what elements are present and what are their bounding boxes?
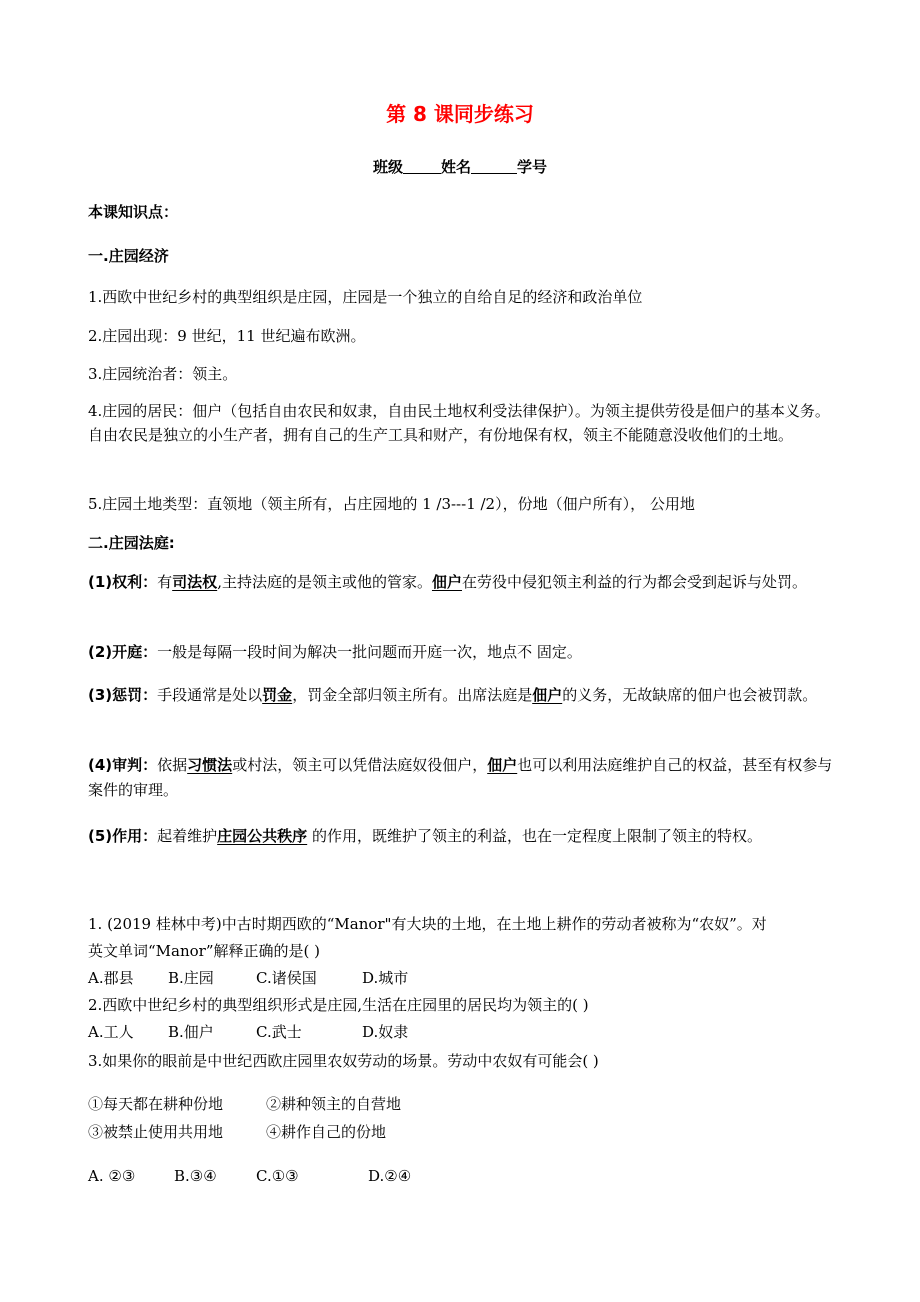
court-penalty-paragraph [88,683,836,708]
option-d[interactable]: D.②④ [368,1167,412,1185]
text-run: 在劳役中侵犯领主利益的行为都会受到起诉与处罚。 [461,573,807,591]
keyword-fine: 罚金 [262,686,293,704]
text-run: 依据 [157,756,188,774]
text-run: 或村法，领主可以凭借法庭奴役佃户， [232,756,488,774]
section1-item-1: 1.西欧中世纪乡村的典型组织是庄园，庄园是一个独立的自给自足的经济和政治单位 [88,288,643,306]
option-d[interactable]: D.奴隶 [362,1023,409,1041]
option-a[interactable]: A. ②③ [88,1167,136,1185]
option-b[interactable]: B.③④ [174,1167,217,1185]
class-info-line [0,156,920,177]
choice-1: ①每天都在耕种份地 [88,1095,224,1113]
text-run: 起着维护 [157,827,218,845]
text-run: 的作用，既维护了领主的利益，也在一定程度上限制了领主的特权。 [307,827,762,845]
question-2-line-1: 2.西欧中世纪乡村的典型组织形式是庄园,生活在庄园里的居民均为领主的( ) [88,996,589,1014]
option-b[interactable]: B.庄园 [168,969,214,987]
question-3-line-1: 3.如果你的眼前是中世纪西欧庄园里农奴劳动的场景。劳动中农奴有可能会( ) [88,1052,599,1070]
section2-heading: 二.庄园法庭: [88,534,175,552]
option-a[interactable]: A.工人 [88,1023,134,1041]
court-penalty-label: (3)惩罚： [88,686,158,704]
option-c[interactable]: C.①③ [256,1167,299,1185]
name-blank[interactable] [471,159,517,174]
section1-item-4: 4.庄园的居民：佃户（包括自由农民和奴隶，自由民土地权利受法律保护）。为领主提供劳役是佃户的基本义务。自由农民是独立的小生产者，拥有自己的生产工具和财产，有份地保有权，领主不能随意没收他们的土地。 [88,402,830,444]
text-run: ,主持法庭的是领主或他的管家。 [217,573,432,591]
keyword-public-order: 庄园公共秩序 [217,827,308,845]
section1-heading: 一.庄园经济 [88,247,169,265]
text-run: 的义务，无故缺席的佃户也会被罚款。 [562,686,818,704]
text-run: 一般是每隔一段时间为解决一批问题而开庭一次，地点不 固定。 [157,643,582,661]
question-3-choices-row-1 [88,1093,401,1115]
class-blank[interactable] [403,159,441,174]
court-trial-paragraph [88,753,836,803]
text-run: 手段通常是处以 [157,686,263,704]
question-3-choices-row-2 [88,1121,386,1143]
page-title: 第 8 课同步练习 [386,102,534,126]
option-b[interactable]: B.佃户 [168,1023,214,1041]
knowledge-heading: 本课知识点： [88,203,179,221]
option-c[interactable]: C.武士 [256,1023,302,1041]
option-a[interactable]: A.郡县 [88,969,134,987]
text-run: 也可以利用法庭维护自己的权益，甚至有权参与案件的审理。 [88,756,833,799]
name-label: 姓名 [440,158,471,176]
text-run: ，罚金全部归领主所有。出席法庭是 [292,686,533,704]
court-function-paragraph [88,824,836,849]
court-trial-label: (4)审判： [88,756,158,774]
choice-4: ④耕作自己的份地 [266,1123,387,1141]
class-label: 班级 [372,158,403,176]
choice-2: ②耕种领主的自营地 [266,1095,402,1113]
keyword-tenant: 佃户 [532,686,563,704]
court-session-paragraph [88,640,836,665]
question-1-options [88,967,408,989]
id-label: 学号 [517,158,548,176]
question-1-line-1: 1. (2019 桂林中考)中古时期西欧的“Manor"有大块的土地，在土地上耕作的劳动者被称为“农奴”。对 [88,915,767,933]
keyword-tenant: 佃户 [431,573,462,591]
question-2-options [88,1021,408,1043]
court-rights-paragraph [88,570,836,595]
section1-item-3: 3.庄园统治者：领主。 [88,365,238,383]
question-1-line-2: 英文单词“Manor”解释正确的是( ) [88,942,320,960]
section1-item-2: 2.庄园出现：9 世纪，11 世纪遍布欧洲。 [88,327,366,345]
choice-3: ③被禁止使用共用地 [88,1123,224,1141]
court-rights-label: (1)权利： [88,573,158,591]
keyword-customary-law: 习惯法 [187,756,233,774]
option-c[interactable]: C.诸侯国 [256,969,317,987]
section1-item-5: 5.庄园土地类型：直领地（领主所有，占庄园地的 1 /3---1 /2），份地（佃户所有）， 公用地 [88,495,695,513]
option-d[interactable]: D.城市 [362,969,409,987]
question-3-options [88,1165,411,1187]
court-function-label: (5)作用： [88,827,158,845]
text-run: 有 [157,573,173,591]
keyword-tenant: 佃户 [487,756,518,774]
court-session-label: (2)开庭： [88,643,158,661]
keyword-judicial-power: 司法权 [172,573,218,591]
